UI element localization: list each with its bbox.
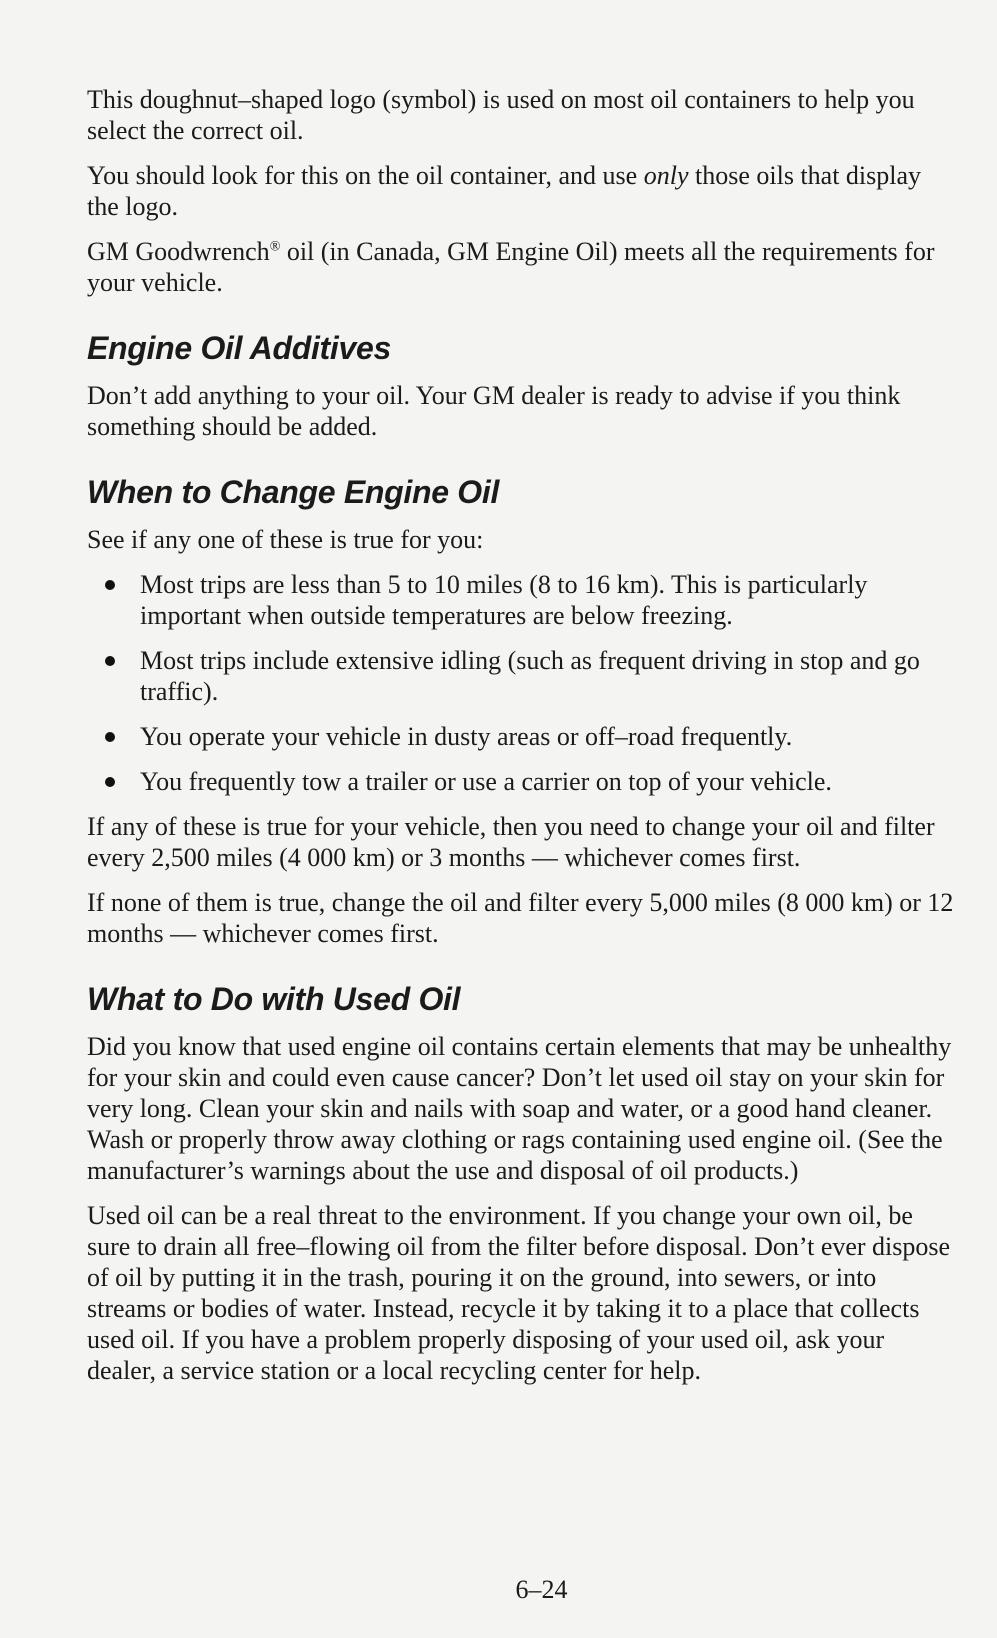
intro-p3-start: GM Goodwrench — [87, 237, 270, 266]
intro-paragraph-logo: This doughnut–shaped logo (symbol) is used on most oil containers to help you select the correct oil. — [87, 85, 915, 145]
list-item-text: Most trips are less than 5 to 10 miles (8 to 16 km). This is particularly important when outside temperatures are below freezing. — [140, 570, 868, 630]
list-item — [87, 645, 957, 707]
intro-p2-start: You should look for this on the oil container, and use — [87, 161, 644, 190]
page-content — [87, 84, 957, 1400]
intro-p2-emphasis: only — [643, 161, 689, 190]
list-item-text: Most trips include extensive idling (such as frequent driving in stop and go traffic). — [140, 646, 920, 706]
intro-p3-end: oil (in Canada, GM Engine Oil) meets all the requirements for your vehicle. — [87, 237, 935, 297]
used-oil-health-paragraph: Did you know that used engine oil contains certain elements that may be unhealthy for your skin and could even cause cancer? Don’t let used oil stay on your skin for very long. Clean your skin and nails with soap and water, or a good hand cleaner. Wash or properly throw away clothing or rags containing used engine oil. (See the manufacturer’s warnings about the use and disposal of oil products.) — [87, 1032, 952, 1185]
list-item-text: You operate your vehicle in dusty areas or off–road frequently. — [140, 722, 793, 751]
intro-p2-end: those oils that display the logo. — [87, 161, 922, 221]
list-item — [87, 721, 957, 752]
heading-used-oil: What to Do with Used Oil — [87, 981, 461, 1017]
list-item — [87, 569, 957, 631]
bullet-dot-icon — [105, 656, 115, 666]
change-lead-paragraph: See if any one of these is true for you: — [87, 525, 484, 554]
heading-when-to-change-oil: When to Change Engine Oil — [87, 474, 500, 510]
list-item-text: You frequently tow a trailer or use a carrier on top of your vehicle. — [140, 767, 832, 796]
bullet-dot-icon — [105, 580, 115, 590]
bullet-dot-icon — [105, 732, 115, 742]
change-interval-normal-paragraph: If none of them is true, change the oil and filter every 5,000 miles (8 000 km) or 12 months — whichever comes first. — [87, 888, 954, 948]
registered-mark: ® — [269, 239, 281, 255]
intro-paragraph-look-for — [87, 160, 957, 222]
list-item — [87, 766, 957, 797]
used-oil-environment-paragraph: Used oil can be a real threat to the environment. If you change your own oil, be sure to drain all free–flowing oil from the filter before disposal. Don’t ever dispose of oil by putting it in the trash, pouring it on the ground, into sewers, or into streams or bodies of water. Instead, recycle it by taking it to a place that collects used oil. If you have a problem properly disposing of your used oil, ask your dealer, a service station or a local recycling center for help. — [87, 1201, 951, 1385]
page-number: 6–24 — [515, 1575, 568, 1604]
change-interval-severe-paragraph: If any of these is true for your vehicle, then you need to change your oil and filter every 2,500 miles (4 000 km) or 3 months — whichever comes first. — [87, 812, 935, 872]
bullet-dot-icon — [105, 777, 115, 787]
additives-paragraph: Don’t add anything to your oil. Your GM dealer is ready to advise if you think something should be added. — [87, 381, 901, 441]
intro-paragraph-goodwrench — [87, 236, 957, 298]
change-conditions-list — [87, 569, 957, 797]
heading-engine-oil-additives: Engine Oil Additives — [87, 330, 391, 366]
